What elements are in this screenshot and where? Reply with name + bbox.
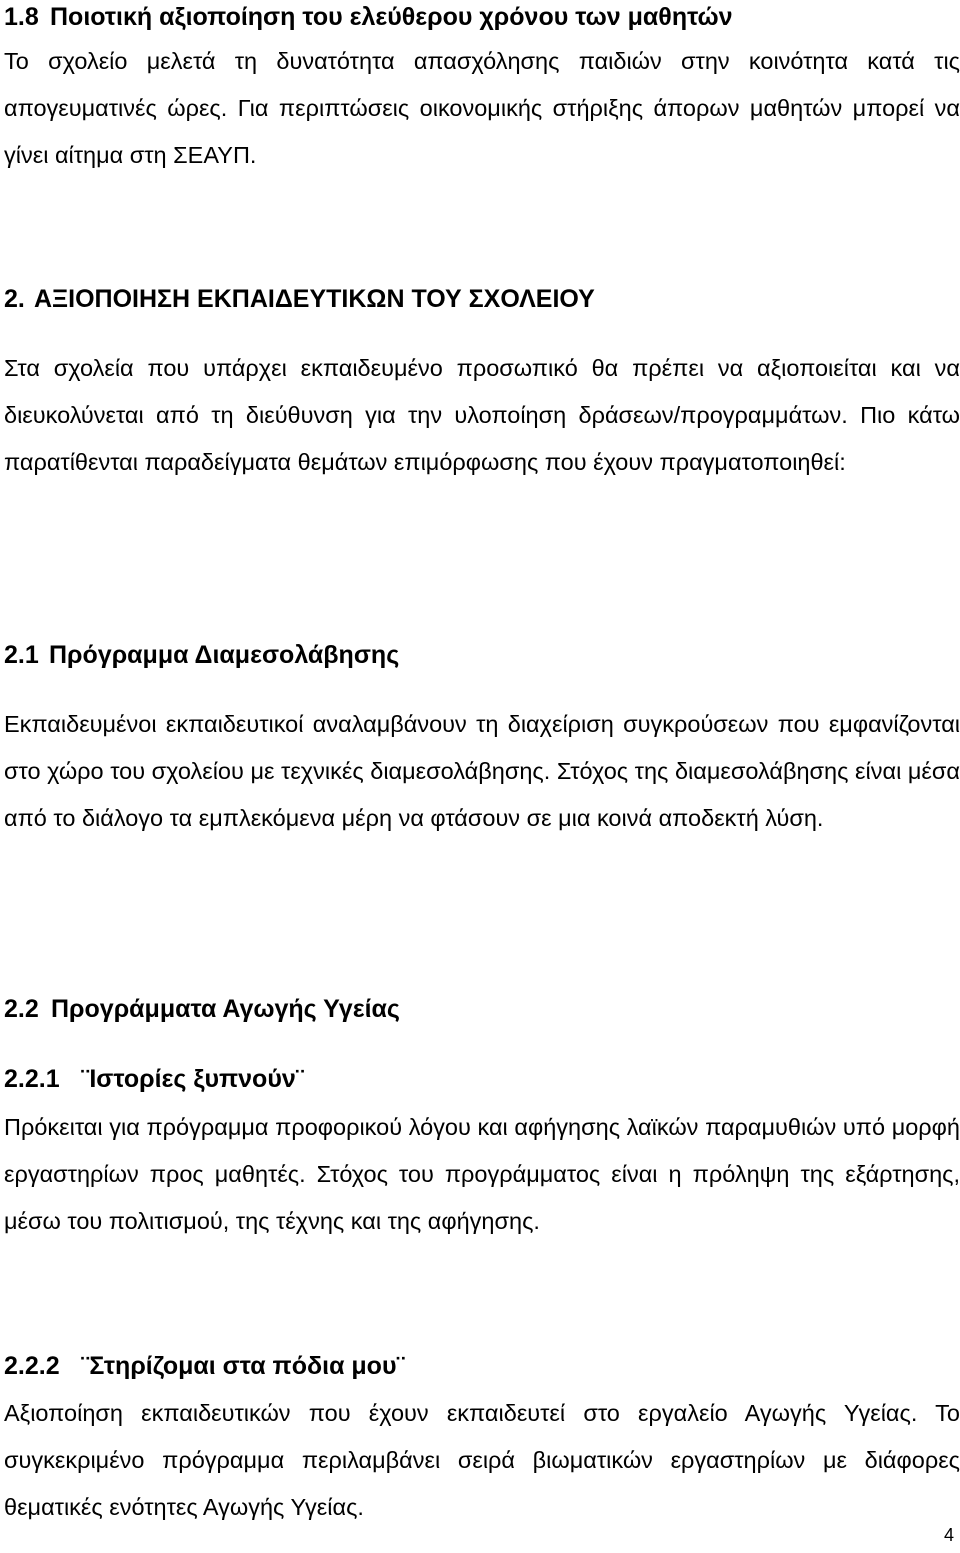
heading-2: [4, 284, 960, 314]
paragraph-2-1: Εκπαιδευμένοι εκπαιδευτικοί αναλαμβάνουν τη διαχείριση συγκρούσεων που εμφανίζονται στο χώρο του σχολείου με τεχνικές διαμεσολάβησης. Στόχος της διαμεσολάβησης είναι μέσα από το διάλογο τα εμπλεκόμενα μέρη να φτάσουν σε μια κοινά αποδεκτή λύση.: [4, 711, 960, 831]
heading-2-1: [4, 640, 960, 670]
heading-2-2-1: [4, 1064, 960, 1094]
heading-2-2-2: [4, 1351, 960, 1381]
heading-number: 2.1: [4, 641, 39, 669]
heading-2-2: [4, 994, 960, 1024]
heading-number: 1.8: [4, 3, 39, 31]
paragraph-1-8: Το σχολείο μελετά τη δυνατότητα απασχόλησης παιδιών στην κοινότητα κατά τις απογευματινές ώρες. Για περιπτώσεις οικονομικής στήριξης άπορων μαθητών μπορεί να γίνει αίτημα στη ΣΕΑΥΠ.: [4, 48, 960, 168]
heading-number: 2.2.1: [4, 1065, 60, 1093]
heading-number: 2.2.2: [4, 1352, 60, 1380]
heading-1-8: [4, 2, 960, 32]
heading-title: Ποιοτική αξιοποίηση του ελεύθερου χρόνου των μαθητών: [50, 3, 733, 31]
heading-title: ΑΞΙΟΠΟΙΗΣΗ ΕΚΠΑΙΔΕΥΤΙΚΩΝ ΤΟΥ ΣΧΟΛΕΙΟΥ: [34, 285, 595, 313]
paragraph-2: Στα σχολεία που υπάρχει εκπαιδευμένο προσωπικό θα πρέπει να αξιοποιείται και να διευκολύνεται από τη διεύθυνση για την υλοποίηση δράσεων/προγραμμάτων. Πιο κάτω παρατίθενται παραδείγματα θεμάτων επιμόρφωσης που έχουν πραγματοποιηθεί:: [4, 355, 960, 475]
page-number: 4: [943, 1525, 954, 1545]
paragraph-2-2-2: Αξιοποίηση εκπαιδευτικών που έχουν εκπαιδευτεί στο εργαλείο Αγωγής Υγείας. Το συγκεκριμένο πρόγραμμα περιλαμβάνει σειρά βιωματικών εργαστηρίων με διάφορες θεματικές ενότητες Αγωγής Υγείας.: [4, 1400, 960, 1520]
paragraph-2-2-1: Πρόκειται για πρόγραμμα προφορικού λόγου και αφήγησης λαϊκών παραμυθιών υπό μορφή εργαστηρίων προς μαθητές. Στόχος του προγράμματος είναι η πρόληψη της εξάρτησης, μέσω του πολιτισμού, της τέχνης και της αφήγησης.: [4, 1114, 960, 1234]
heading-title: Πρόγραμμα Διαμεσολάβησης: [49, 641, 400, 669]
heading-title: ¨Στηρίζομαι στα πόδια μου¨: [81, 1352, 405, 1380]
heading-title: Προγράμματα Αγωγής Υγείας: [51, 995, 400, 1023]
heading-number: 2.2: [4, 995, 39, 1023]
heading-number: 2.: [4, 285, 25, 313]
heading-title: ¨Ιστορίες ξυπνούν¨: [81, 1065, 305, 1093]
